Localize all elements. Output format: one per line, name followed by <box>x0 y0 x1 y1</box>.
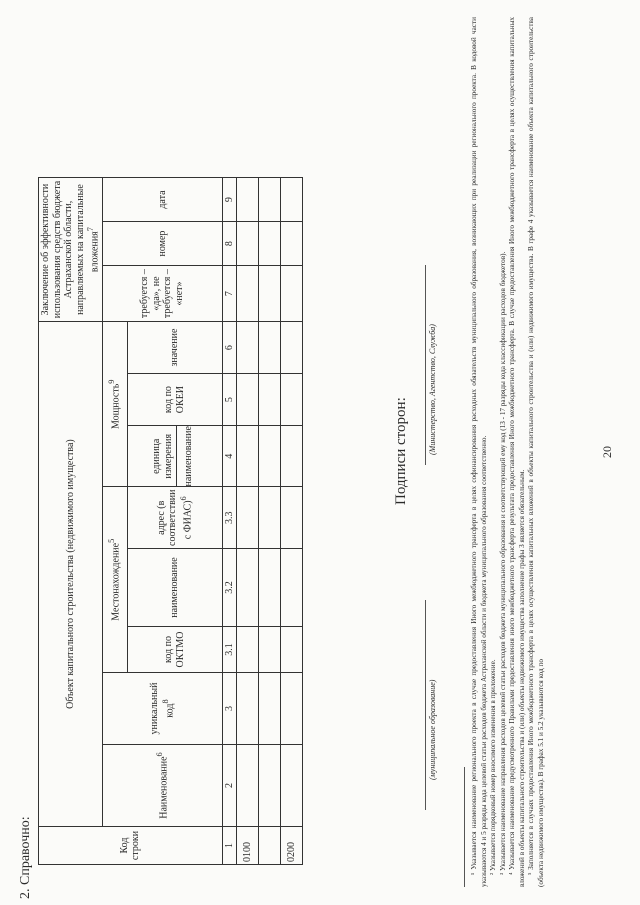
table-cell <box>237 745 259 827</box>
table-cell <box>259 322 281 374</box>
footnote: ¹ Указывается наименование регионального проекта в случае предоставления Иного межбюджетного трансферта в целях софинансирования расходных обязательств муниципального образования, возникающих при реализации регионального проекта. В кодовой части указываются 4 и 5 разряды кода целевой статьи расходов бюджета Астраханской области и бюджета муниципального образования соответственно. <box>470 17 488 887</box>
table-cell <box>281 487 303 549</box>
table-cell <box>281 178 303 222</box>
header-kod-stroki: Код строки <box>39 827 223 865</box>
table-cell <box>281 374 303 426</box>
header-unit-name: наименование <box>183 426 195 487</box>
table-cell <box>281 426 303 487</box>
col-number-cell: 7 <box>222 266 237 322</box>
signature-line-right <box>425 265 426 465</box>
header-name: Наименование$^6$ <box>102 745 222 827</box>
header-date: дата <box>102 178 222 222</box>
signature-caption-left: (муниципальное образование) <box>428 679 437 780</box>
capital-construction-table <box>38 177 303 865</box>
header-unit: единица измерения <box>149 426 177 486</box>
header-value: значение <box>127 322 222 374</box>
table-cell <box>237 673 259 745</box>
table-cell <box>259 222 281 266</box>
table-cell <box>237 266 259 322</box>
table-cell <box>259 673 281 745</box>
header-location-name: наименование <box>127 549 222 627</box>
table-cell <box>281 549 303 627</box>
header-location: Местонахождение$^5$ <box>102 487 127 673</box>
col-number-cell: 6 <box>222 322 237 374</box>
row-code: 0100 <box>237 827 259 865</box>
table-cell <box>259 426 281 487</box>
col-number-cell: 3 <box>222 673 237 745</box>
table-cell <box>281 322 303 374</box>
footnote: ⁵ Заполняется в случаях предоставления Иного межбюджетного трансферта в целях осуществления капитальных вложений в объекты капитального строительства и (или) недвижимого имущества. В графе 4 указывается наименование объекта капитального строительства (объекта недвижимого имущества). В графах 5.1 и 5.2 указываются код по <box>527 17 545 887</box>
table-cell <box>237 322 259 374</box>
table-cell <box>237 374 259 426</box>
col-number-cell: 9 <box>222 178 237 222</box>
signature-line-left <box>425 600 426 810</box>
row-code: 0200 <box>281 827 303 865</box>
table-cell <box>281 266 303 322</box>
table-cell <box>259 627 281 673</box>
column-numbers-row <box>222 178 237 865</box>
table-cell <box>237 627 259 673</box>
footnote: ³ Указывается наименование направления расходов целевой статьи расходов бюджета муниципального образования и соответствующий ему код (13 - 17 разряды кода классификации расходов бюджетов). <box>498 251 507 875</box>
table-row <box>281 178 303 865</box>
col-number-cell: 8 <box>222 222 237 266</box>
table-cell <box>281 745 303 827</box>
footnote-rule <box>464 767 465 887</box>
header-object-group: Объект капитального строительства (недвижимого имущества) <box>39 322 103 827</box>
table-cell <box>281 673 303 745</box>
signatures-title: Подписи сторон: <box>393 397 409 505</box>
col-number-cell: 3.3 <box>222 487 237 549</box>
table-row <box>237 178 259 865</box>
table-cell <box>259 374 281 426</box>
header-unit-group <box>127 426 222 487</box>
header-oktmo: код по ОКТМО <box>127 627 222 673</box>
col-number-cell: 5 <box>222 374 237 426</box>
header-conclusion: Заключение об эффективности использования средств бюджета Астраханской области, направляемых на капитальные вложения$^7$ <box>39 178 103 322</box>
signature-caption-right: (Министерство, Агентство, Служба) <box>428 324 437 455</box>
table-cell <box>259 178 281 222</box>
table-cell <box>237 549 259 627</box>
header-okei: код по ОКЕИ <box>127 374 222 426</box>
table-row <box>259 178 281 865</box>
header-unique-code: уникальный код$^8$ <box>102 673 222 745</box>
row-code-empty <box>259 827 281 865</box>
header-address: адрес (в соответствии с ФИАС)$^6$ <box>127 487 222 549</box>
header-required: требуется – «да», не требуется – «нет» <box>102 266 222 322</box>
col-number-cell: 4 <box>222 426 237 487</box>
table-cell <box>259 745 281 827</box>
footnote: ⁴ Указывается наименование предусмотренного Правилами предоставления иного межбюджетного трансферта результата предоставления Иного межбюджетного трансферта. В случае предоставления Иного межбюджетного трансферта в целях осуществления капитальных вложений в объекты капитального строительства и (или) объекты недвижимого имущества заполнение графы 3 является обязательным. <box>508 17 526 887</box>
table-cell <box>281 222 303 266</box>
table-cell <box>259 549 281 627</box>
table-cell <box>259 487 281 549</box>
table-cell <box>237 426 259 487</box>
footnote: ² Указывается порядковый номер вносимого изменения в приложение. <box>489 659 497 875</box>
footnotes <box>470 17 546 887</box>
col-number-cell: 3.2 <box>222 549 237 627</box>
col-number-cell: 1 <box>222 827 237 865</box>
table-cell <box>259 266 281 322</box>
header-capacity: Мощность$^9$ <box>102 322 127 487</box>
header-number: номер <box>102 222 222 266</box>
table-cell <box>237 222 259 266</box>
table-cell <box>237 178 259 222</box>
col-number-cell: 2 <box>222 745 237 827</box>
section-heading: 2. Справочно: <box>18 816 33 899</box>
table-cell <box>237 487 259 549</box>
table-cell <box>281 627 303 673</box>
col-number-cell: 3.1 <box>222 627 237 673</box>
page-number: 20 <box>600 446 614 458</box>
